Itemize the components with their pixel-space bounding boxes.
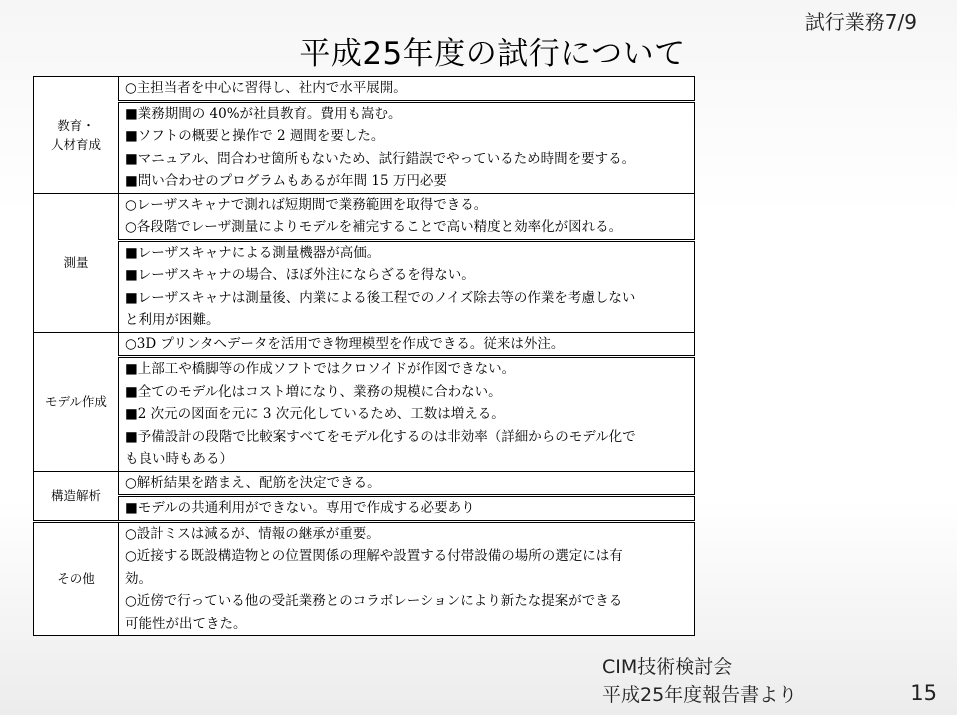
section-progress-label: 試行業務7/9 [804,10,917,34]
note-line: ○近接する既設構造物との位置関係の理解や設置する付帯設備の場所の選定には有 [125,548,623,564]
category-label: 人材育成 [50,136,101,152]
issue-line: も良い時もある） [125,451,233,467]
issue-line: と利用が困難。 [125,312,220,328]
merit-line: ○レーザスキャナで測れば短期間で業務範囲を取得できる。 [125,196,488,213]
merits-cell [119,193,695,240]
issue-line: ■レーザスキャナの場合、ほぼ外注にならざるを得ない。 [125,267,475,283]
table-row [34,521,695,636]
issue-line: ■レーザスキャナは測量後、内業による後工程でのノイズ除去等の作業を考慮しない [125,289,636,306]
issues-cell [119,357,695,472]
category-label: 構造解析 [50,488,101,503]
issue-line: ■予備設計の段階で比較案すべてをモデル化するのは非効率（詳細からのモデル化で [125,428,636,445]
category-label: モデル作成 [45,394,107,409]
footer-report-source: 平成25年度報告書より [602,684,798,706]
category-other [34,521,119,636]
footer-org-name: CIM技術検討会 [602,656,733,678]
issues-cell [119,496,695,522]
table-row [34,332,695,357]
issue-line: ■2 次元の図面を元に 3 次元化しているため、工数は増える。 [125,406,505,422]
note-line: 可能性が出てきた。 [125,615,247,632]
note-line: ○近傍で行っている他の受託業務とのコラボレーションにより新たな提案ができる [125,593,623,609]
merit-line: ○各段階でレーザ測量によりモデルを補完することで高い精度と効率化が図れる。 [125,219,623,235]
footer-source [602,653,797,709]
merits-cell [119,471,695,496]
issue-line: ■マニュアル、問合わせ箇所もないため、試行錯誤でやっているため時間を要する。 [125,150,636,167]
category-model [34,332,119,471]
issue-line: ■全てのモデル化はコスト増になり、業務の規模に合わない。 [125,383,502,400]
table-row [34,193,695,240]
category-label: 教育・ [57,117,95,133]
table-row [34,357,695,472]
table-row [34,101,695,193]
issue-line: ■上部工や橋脚等の作成ソフトではクロソイドが作図できない。 [125,361,516,377]
category-label: その他 [57,571,95,587]
table-row [34,240,695,332]
notes-cell [119,521,695,636]
category-survey [34,193,119,332]
table-row [34,471,695,496]
issue-line: ■レーザスキャナによる測量機器が高価。 [125,244,381,261]
table-row [34,77,695,102]
merits-cell [119,332,695,357]
table-row [34,496,695,522]
category-label: 測量 [63,255,89,270]
issue-line: ■業務期間の 40%が社員教育。費用も嵩む。 [125,105,402,122]
issue-line: ■ソフトの概要と操作で 2 週間を要した。 [125,128,385,144]
note-line: 効。 [125,570,152,587]
category-education [34,77,119,194]
merit-line: ○3D プリンタへデータを活用でき物理模型を作成できる。従来は外注。 [125,335,565,352]
merit-line: ○主担当者を中心に習得し、社内で水平展開。 [125,80,407,96]
trial-results-table [33,76,695,636]
merit-line: ○解析結果を踏まえ、配筋を決定できる。 [125,474,381,491]
merits-cell [119,77,695,102]
issue-line: ■問い合わせのプログラムもあるが年間 15 万円必要 [125,173,447,189]
issue-line: ■モデルの共通利用ができない。専用で作成する必要あり [125,500,475,516]
issues-cell [119,240,695,332]
category-analysis [34,471,119,521]
note-line: ○設計ミスは減るが、情報の継承が重要。 [125,525,380,542]
slide-title: 平成25年度の試行について [299,36,686,72]
page-number: 15 [910,681,937,705]
issues-cell [119,101,695,193]
